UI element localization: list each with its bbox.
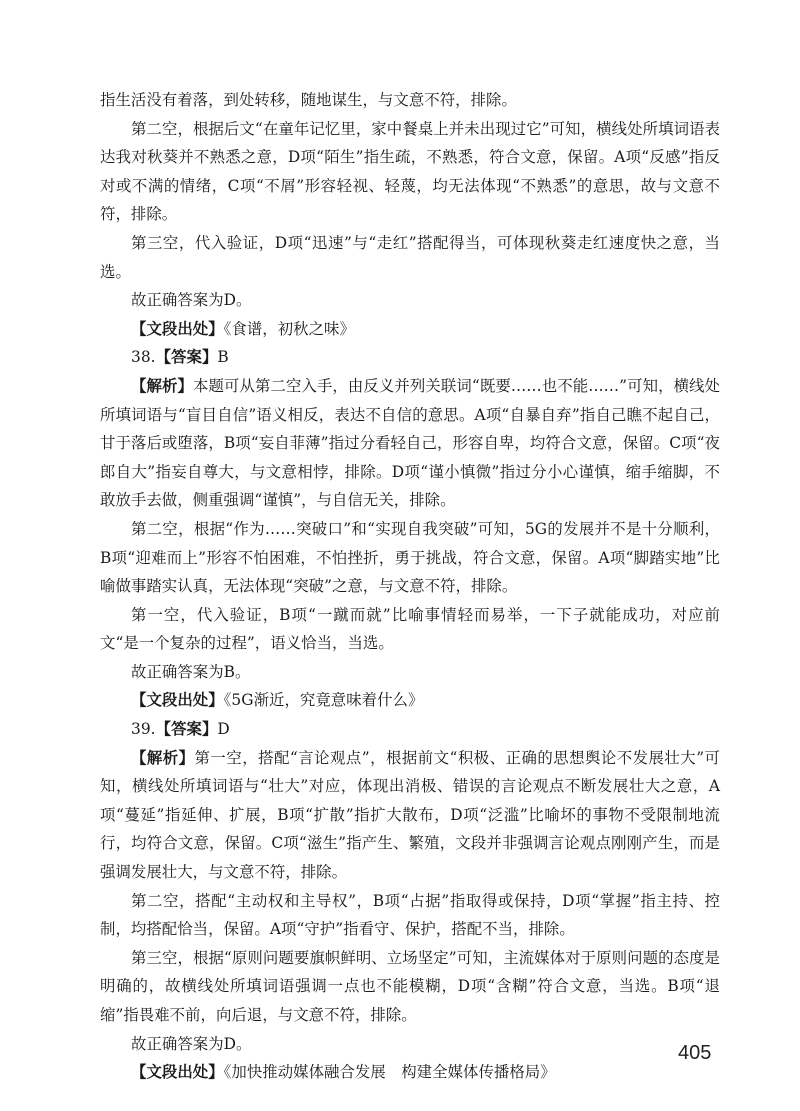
- paragraph: 第二空，根据“作为……突破口”和“实现自我突破”可知，5G的发展并不是十分顺利，B项“迎难而上”形容不怕困难，不怕挫折，勇于挑战，符合文意，保留。A项“脚踏实地”比喻做事踏实认真，无法体现“突破”之意，与文意不符，排除。: [100, 519, 720, 596]
- question-number: 39.: [131, 720, 156, 739]
- analysis-tag: 【解析】: [131, 748, 195, 767]
- paragraph: 故正确答案为D。: [131, 1034, 252, 1053]
- question-number: 38.: [131, 348, 156, 367]
- paragraph: 第三空，代入验证，D项“迅速”与“走红”搭配得当，可体现秋葵走红速度快之意，当选。: [100, 233, 720, 281]
- answer-value: D: [217, 720, 230, 739]
- answer-line: [100, 715, 720, 744]
- analysis-paragraph: [100, 744, 720, 887]
- analysis-text: 第一空，搭配“言论观点”，根据前文“积极、正确的思想舆论不发展壮大”可知，横线处所填词语与“壮大”对应，体现出消极、错误的言论观点不断发展壮大之意，A项“蔓延”指延伸、扩展，B项“扩散”指扩大散布，D项“泛滥”比喻坏的事物不受限制地流行，均符合文意，保留。C项“滋生”指产生、繁殖，文段并非强调言论观点刚刚产生，而是强调发展壮大，与文意不符，排除。: [100, 748, 720, 882]
- document-body: [100, 86, 720, 1087]
- answer-tag: 【答案】: [155, 348, 218, 367]
- source-line: [100, 1058, 720, 1087]
- source-line: [100, 315, 720, 344]
- source-title: 《加快推动媒体融合发展 构建全媒体传播格局》: [223, 1063, 556, 1082]
- answer-tag: 【答案】: [155, 720, 218, 739]
- paragraph: 第二空，根据后文“在童年记忆里，家中餐桌上并未出现过它”可知，横线处所填词语表达我对秋葵并不熟悉之意，D项“陌生”指生疏，不熟悉，符合文意，保留。A项“反感”指反对或不满的情绪，C项“不屑”形容轻视、轻蔑，均无法体现“不熟悉”的意思，故与文意不符，排除。: [100, 119, 720, 224]
- source-tag: 【文段出处】: [131, 319, 224, 338]
- answer-value: B: [217, 348, 229, 367]
- source-title: 《5G渐近，究竟意味着什么》: [223, 691, 424, 710]
- paragraph: 故正确答案为B。: [131, 662, 251, 681]
- paragraph: 指生活没有着落，到处转移，随地谋生，与文意不符，排除。: [100, 91, 517, 109]
- source-tag: 【文段出处】: [131, 691, 224, 710]
- analysis-tag: 【解析】: [131, 376, 193, 395]
- source-line: [100, 686, 720, 715]
- source-tag: 【文段出处】: [131, 1063, 224, 1082]
- source-title: 《食谱，初秋之味》: [223, 319, 355, 338]
- page-number: 405: [678, 1042, 712, 1064]
- paragraph: 故正确答案为D。: [131, 291, 252, 310]
- paragraph: 第二空，搭配“主动权和主导权”，B项“占据”指取得或保持，D项“掌握”指主持、控制，均搭配恰当，保留。A项“守护”指看守、保护，搭配不当，排除。: [100, 891, 720, 939]
- analysis-text: 本题可从第二空入手，由反义并列关联词“既要……也不能……”可知，横线处所填词语与“盲目自信”语义相反，表达不自信的意思。A项“自暴自弃”指自己瞧不起自己，甘于落后或堕落，B项“妄自菲薄”指过分看轻自己，形容自卑，均符合文意，保留。C项“夜郎自大”指妄自尊大，与文意相悖，排除。D项“谨小慎微”指过分小心谨慎，缩手缩脚，不敢放手去做，侧重强调“谨慎”，与自信无关，排除。: [100, 376, 720, 510]
- paragraph: 第一空，代入验证，B项“一蹴而就”比喻事情轻而易举，一下子就能成功，对应前文“是一个复杂的过程”，语义恰当，当选。: [100, 605, 720, 653]
- answer-line: [100, 343, 720, 372]
- paragraph: 第三空，根据“原则问题要旗帜鲜明、立场坚定”可知，主流媒体对于原则问题的态度是明确的，故横线处所填词语强调一点也不能模糊，D项“含糊”符合文意，当选。B项“退缩”指畏难不前，向后退，与文意不符，排除。: [100, 948, 720, 1024]
- analysis-paragraph: [100, 372, 720, 515]
